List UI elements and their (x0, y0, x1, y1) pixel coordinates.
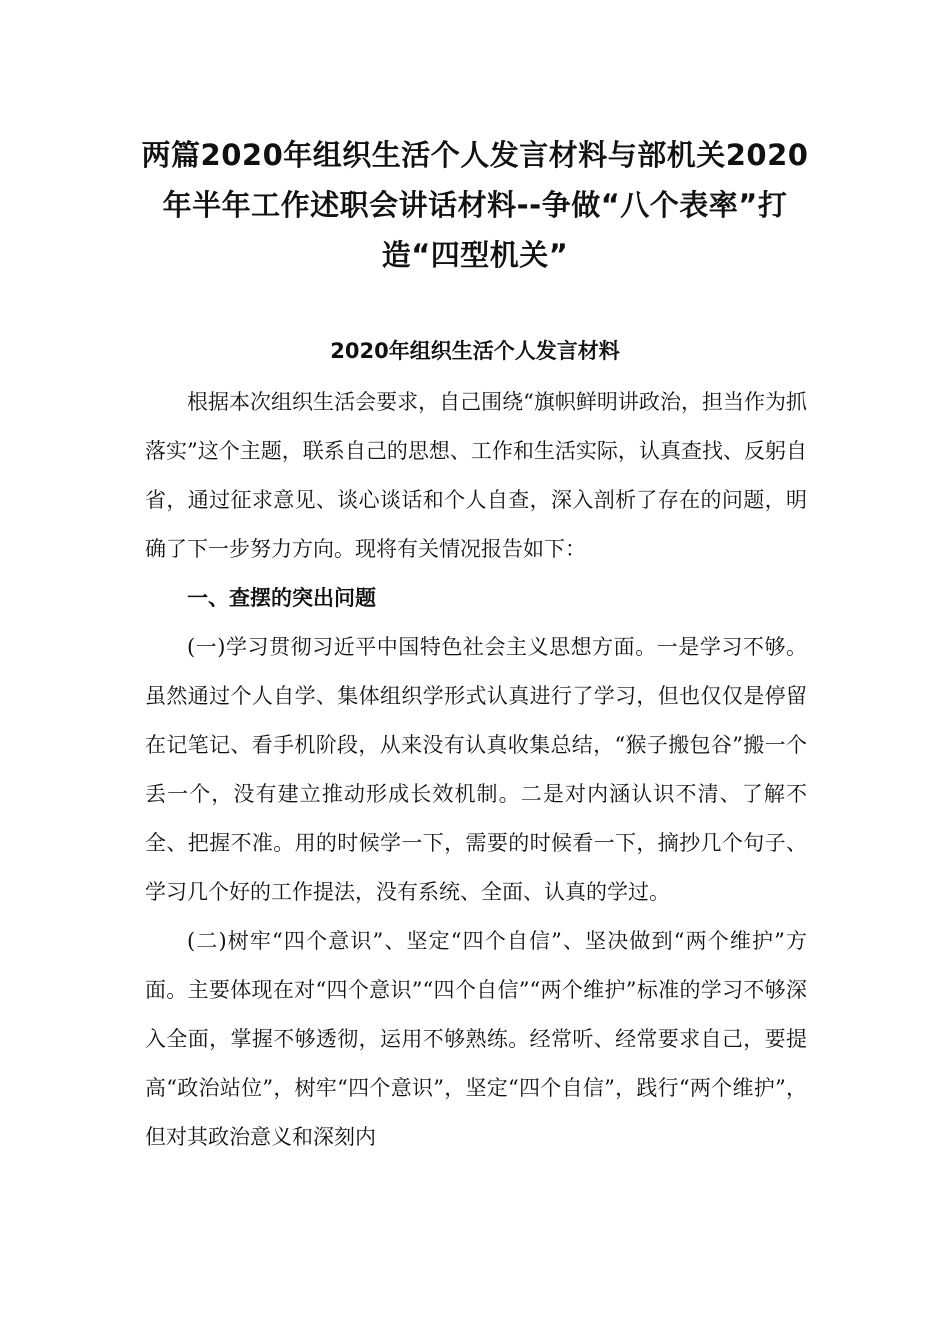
body-paragraph: (一)学习贯彻习近平中国特色社会主义思想方面。一是学习不够。虽然通过个人自学、集体组织学形式认真进行了学习，但也仅仅是停留在记笔记、看手机阶段，从来没有认真收集总结，“猴子搬包谷”搬一个丢一个，没有建立推动形成长效机制。二是对内涵认识不清、了解不全、把握不准。用的时候学一下，需要的时候看一下，摘抄几个句子、学习几个好的工作提法，没有系统、全面、认真的学过。 (145, 635, 807, 904)
document-body (145, 378, 807, 1162)
document-title: 两篇2020年组织生活个人发言材料与部机关2020年半年工作述职会讲话材料--争做“八个表率”打造“四型机关” (141, 138, 809, 272)
section-heading: 一、查摆的突出问题 (187, 586, 376, 610)
intro-paragraph: 根据本次组织生活会要求，自己围绕“旗帜鲜明讲政治，担当作为抓落实”这个主题，联系自己的思想、工作和生活实际，认真查找、反躬自省，通过征求意见、谈心谈话和个人自查，深入剖析了存在的问题，明确了下一步努力方向。现将有关情况报告如下： (145, 390, 807, 561)
section-title: 2020年组织生活个人发言材料 (330, 339, 620, 363)
body-paragraph: (二)树牢“四个意识”、坚定“四个自信”、坚决做到“两个维护”方面。主要体现在对“四个意识”“四个自信”“两个维护”标准的学习不够深入全面，掌握不够透彻，运用不够熟练。经常听、经常要求自己，要提高“政治站位”，树牢“四个意识”，坚定“四个自信”，践行“两个维护”，但对其政治意义和深刻内 (145, 929, 807, 1149)
